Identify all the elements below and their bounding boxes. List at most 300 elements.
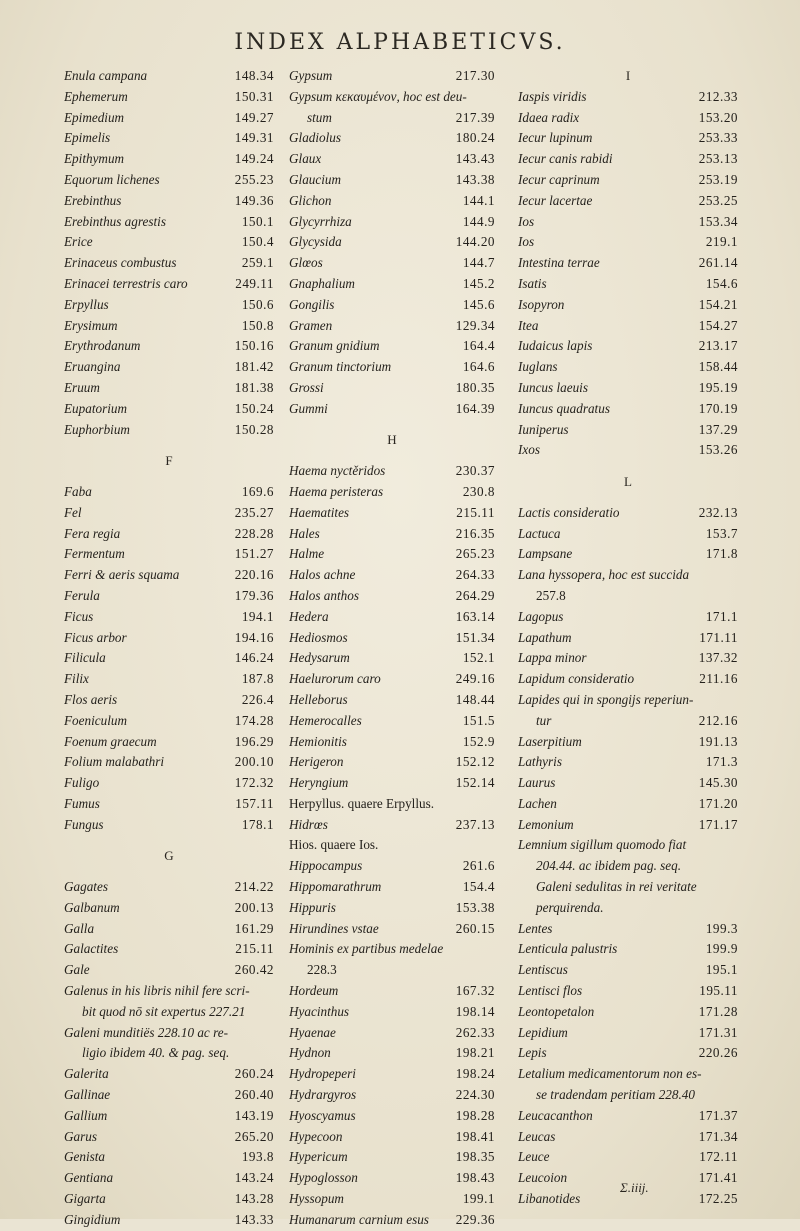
list-item xyxy=(64,898,274,919)
entry-ref: 179.36 xyxy=(234,587,274,603)
entry-term: Ephemerum xyxy=(64,88,128,104)
list-item xyxy=(518,1147,738,1168)
entry-ref: 170.19 xyxy=(698,400,738,416)
list-item xyxy=(518,149,738,170)
list-item xyxy=(289,399,495,420)
entry-term: Iaspis viridis xyxy=(518,88,587,104)
entry-ref: 149.31 xyxy=(234,130,274,146)
entry-term: Hyssopum xyxy=(289,1191,344,1207)
list-item xyxy=(64,212,274,233)
list-item xyxy=(289,628,495,649)
list-item xyxy=(289,1002,495,1023)
entry-term: Herpyllus. quaere Erpyllus. xyxy=(289,795,435,811)
entry-ref: 265.20 xyxy=(234,1128,274,1144)
entry-term: Erinaceus combustus xyxy=(64,255,177,271)
list-item xyxy=(64,1106,274,1127)
list-item xyxy=(289,752,495,773)
entry-ref: 195.1 xyxy=(705,962,738,978)
entry-line: Lemnium sigillum quomodo fiat xyxy=(518,837,687,853)
list-item xyxy=(64,960,274,981)
entry-term: Erinacei terrestris caro xyxy=(64,275,188,291)
entry-ref: 198.21 xyxy=(455,1045,495,1061)
entry-ref: 150.31 xyxy=(234,88,274,104)
entry-term: Ficus arbor xyxy=(64,629,127,645)
entry-ref: 153.26 xyxy=(698,442,738,458)
entry-ref: 253.25 xyxy=(698,192,738,208)
entry-ref: 150.6 xyxy=(241,296,274,312)
entry-ref: 150.8 xyxy=(241,317,274,333)
entry-ref: 260.24 xyxy=(234,1066,274,1082)
entry-ref: 178.1 xyxy=(241,816,274,832)
list-item xyxy=(518,357,738,378)
entry-term: Lapidum consideratio xyxy=(518,671,635,687)
entry-line: 228.3 xyxy=(307,962,337,978)
entry-ref: 154.6 xyxy=(705,275,738,291)
entry-ref: 200.10 xyxy=(234,754,274,770)
entry-term: Genista xyxy=(64,1149,106,1165)
entry-term: Hypericum xyxy=(289,1149,348,1165)
entry-line: bit quod nō sit expertus 227.21 xyxy=(82,1003,246,1019)
list-item xyxy=(289,1043,495,1064)
entry-ref: 172.11 xyxy=(699,1149,738,1165)
column-3 xyxy=(518,66,738,1210)
list-item xyxy=(64,274,274,295)
entry-ref: 169.6 xyxy=(241,483,274,499)
entry-ref: 171.3 xyxy=(705,754,738,770)
entry-ref: 137.29 xyxy=(698,421,738,437)
entry-term: Enula campana xyxy=(64,68,148,83)
list-item xyxy=(289,898,495,919)
list-item xyxy=(64,108,274,129)
list-item xyxy=(518,170,738,191)
entry-term: Gongilis xyxy=(289,296,335,312)
entry-term: Epimedium xyxy=(64,109,125,125)
entry-ref: 171.28 xyxy=(698,1003,738,1019)
entry-ref: 253.13 xyxy=(698,151,738,167)
entry-term: Haematites xyxy=(289,504,350,520)
list-item xyxy=(518,794,738,815)
entry-line: Lapides qui in spongijs reperiun- xyxy=(518,691,694,707)
section-heading-f: F xyxy=(165,452,173,468)
entry-ref: 226.4 xyxy=(241,691,274,707)
list-item xyxy=(289,648,495,669)
entry-term: Leucoion xyxy=(518,1170,568,1186)
list-item xyxy=(289,939,495,981)
entry-term: Hemerocalles xyxy=(289,712,362,728)
list-item xyxy=(64,711,274,732)
entry-term: Granum tinctorium xyxy=(289,359,392,375)
entry-ref: 213.17 xyxy=(698,338,738,354)
entry-term: Iuncus quadratus xyxy=(518,400,610,416)
list-item xyxy=(64,232,274,253)
list-item xyxy=(64,128,274,149)
entry-term: Galerita xyxy=(64,1066,109,1082)
entry-ref: 152.1 xyxy=(462,650,495,666)
entry-term: Erice xyxy=(64,234,93,250)
entry-term: Foenum graecum xyxy=(64,733,157,749)
page-title: INDEX ALPHABETICVS. xyxy=(234,30,566,55)
list-item xyxy=(64,565,274,586)
list-item xyxy=(64,253,274,274)
list-item xyxy=(289,191,495,212)
list-item xyxy=(289,482,495,503)
entry-ref: 171.34 xyxy=(698,1128,738,1144)
list-item xyxy=(289,586,495,607)
entry-ref: 172.25 xyxy=(698,1191,738,1207)
list-item xyxy=(518,690,738,732)
entry-ref: 195.11 xyxy=(699,983,738,999)
list-item xyxy=(518,316,738,337)
entry-ref: 145.6 xyxy=(462,296,495,312)
entry-ref: 149.24 xyxy=(234,151,274,167)
list-item xyxy=(289,128,495,149)
list-item xyxy=(64,149,274,170)
entry-ref: 260.40 xyxy=(234,1087,274,1103)
entry-ref: 172.32 xyxy=(234,775,274,791)
entry-term: Hydropeperi xyxy=(289,1066,356,1082)
entry-term: Lepidium xyxy=(518,1024,568,1040)
section-heading-i: I xyxy=(625,68,631,83)
list-item xyxy=(518,378,738,399)
entry-ref: 260.42 xyxy=(234,962,274,978)
entry-ref: 171.8 xyxy=(705,546,738,562)
entry-ref: 196.29 xyxy=(234,733,274,749)
entry-term: Halos achne xyxy=(289,567,356,583)
entry-ref: 195.19 xyxy=(698,379,738,395)
entry-term: Isopyron xyxy=(518,296,565,312)
entry-ref: 259.1 xyxy=(241,255,274,271)
list-item xyxy=(518,399,738,420)
entry-term: Eruum xyxy=(64,379,100,395)
entry-ref: 193.8 xyxy=(241,1149,274,1165)
entry-term: Gallium xyxy=(64,1107,108,1123)
list-item xyxy=(64,1210,274,1231)
list-item xyxy=(518,253,738,274)
entry-ref: 181.38 xyxy=(234,379,274,395)
entry-term: Faba xyxy=(64,483,92,499)
list-item xyxy=(64,544,274,565)
list-item xyxy=(518,191,738,212)
entry-term: Halme xyxy=(289,546,325,562)
list-item xyxy=(289,773,495,794)
list-item xyxy=(64,607,274,628)
list-item xyxy=(289,669,495,690)
entry-ref: 187.8 xyxy=(241,671,274,687)
entry-term: Isatis xyxy=(518,275,547,291)
list-item xyxy=(289,66,495,87)
entry-term: Hypecoon xyxy=(289,1128,343,1144)
entry-ref: 146.24 xyxy=(234,650,274,666)
entry-ref: 212.16 xyxy=(698,712,738,728)
entry-term: Hippomarathrum xyxy=(289,879,382,895)
entry-ref: 199.1 xyxy=(462,1191,495,1207)
entry-ref: 212.33 xyxy=(698,88,738,104)
entry-term: Iuglans xyxy=(518,359,558,375)
entry-ref: 150.16 xyxy=(234,338,274,354)
entry-term: Iecur caprinum xyxy=(518,171,600,187)
entry-ref: 143.33 xyxy=(234,1211,274,1227)
list-item xyxy=(289,316,495,337)
entry-term: Gnaphalium xyxy=(289,275,355,291)
entry-ref: 174.28 xyxy=(234,712,274,728)
entry-term: Iecur canis rabidi xyxy=(518,151,613,167)
entry-line: 257.8 xyxy=(536,587,566,603)
entry-term: Iecur lupinum xyxy=(518,130,593,146)
entry-term: Helleborus xyxy=(289,691,348,707)
list-item xyxy=(518,336,738,357)
entry-ref: 143.24 xyxy=(234,1170,274,1186)
list-item xyxy=(289,1106,495,1127)
entry-term: Glycyrrhiza xyxy=(289,213,352,229)
entry-term: Gagates xyxy=(64,879,108,895)
entry-term: Herigeron xyxy=(289,754,344,770)
entry-term: Eruangina xyxy=(64,359,121,375)
entry-ref: 158.44 xyxy=(698,359,738,375)
entry-ref: 262.33 xyxy=(455,1024,495,1040)
entry-term: Ios xyxy=(518,234,535,250)
entry-ref: 220.26 xyxy=(698,1045,738,1061)
entry-ref: 194.1 xyxy=(241,608,274,624)
entry-ref: 211.16 xyxy=(699,671,738,687)
entry-term: Gallinae xyxy=(64,1087,111,1103)
list-item xyxy=(64,1085,274,1106)
entry-term: Equorum lichenes xyxy=(64,171,160,187)
entry-ref: 171.20 xyxy=(698,795,738,811)
list-item xyxy=(289,253,495,274)
list-item xyxy=(64,420,274,441)
entry-term: Glaucium xyxy=(289,171,342,187)
entry-line: Galenus in his libris nihil fere scri- xyxy=(64,983,250,999)
entry-term: Fermentum xyxy=(64,546,125,562)
entry-ref: 150.1 xyxy=(241,213,274,229)
entry-term: Itea xyxy=(518,317,539,333)
list-item xyxy=(289,856,495,877)
list-item xyxy=(289,1064,495,1085)
list-item xyxy=(518,1106,738,1127)
list-item xyxy=(289,1023,495,1044)
entry-ref: 171.17 xyxy=(698,816,738,832)
list-item xyxy=(289,919,495,940)
entry-term: tur xyxy=(536,712,552,728)
list-item xyxy=(289,378,495,399)
entry-ref: 144.1 xyxy=(462,192,495,208)
section-heading-g: G xyxy=(164,847,174,863)
list-item xyxy=(64,586,274,607)
list-item xyxy=(64,815,274,836)
entry-ref: 200.13 xyxy=(234,899,274,915)
list-item xyxy=(518,669,738,690)
entry-term: Erebinthus xyxy=(64,192,122,208)
list-item xyxy=(518,919,738,940)
list-item xyxy=(64,1147,274,1168)
list-item xyxy=(289,877,495,898)
list-item xyxy=(289,981,495,1002)
entry-ref: 148.44 xyxy=(455,691,495,707)
entry-line: Letalium medicamentorum non es- xyxy=(518,1066,702,1082)
entry-ref: 220.16 xyxy=(234,567,274,583)
entry-ref: 235.27 xyxy=(234,504,274,520)
list-item xyxy=(289,503,495,524)
entry-ref: 171.37 xyxy=(698,1107,738,1123)
list-item xyxy=(289,524,495,545)
list-item xyxy=(289,1147,495,1168)
list-item xyxy=(518,295,738,316)
list-item xyxy=(64,1023,274,1065)
entry-term: Hedysarum xyxy=(289,650,350,666)
entry-term: Glycysida xyxy=(289,234,342,250)
list-item xyxy=(518,87,738,108)
entry-ref: 150.4 xyxy=(241,234,274,250)
entry-ref: 144.7 xyxy=(462,255,495,271)
entry-ref: 143.43 xyxy=(455,151,495,167)
list-item xyxy=(64,336,274,357)
entry-line: Hominis ex partibus medelae xyxy=(289,941,444,957)
list-item xyxy=(64,316,274,337)
entry-ref: 217.39 xyxy=(455,109,495,125)
entry-ref: 198.14 xyxy=(455,1003,495,1019)
entry-line: Lana hyssopera, hoc est succida xyxy=(518,567,690,583)
list-item xyxy=(64,66,274,87)
entry-term: Epimelis xyxy=(64,130,111,146)
entry-term: Hydrargyros xyxy=(289,1087,357,1103)
entry-ref: 153.38 xyxy=(455,899,495,915)
entry-ref: 198.35 xyxy=(455,1149,495,1165)
list-item xyxy=(64,378,274,399)
entry-ref: 171.41 xyxy=(698,1170,738,1186)
list-item xyxy=(518,1002,738,1023)
list-item xyxy=(518,274,738,295)
entry-ref: 198.41 xyxy=(455,1128,495,1144)
list-item xyxy=(289,149,495,170)
entry-term: Laserpitium xyxy=(518,733,582,749)
entry-term: Hydnon xyxy=(289,1045,331,1061)
entry-term: Ios xyxy=(518,213,535,229)
list-item xyxy=(518,628,738,649)
entry-ref: 129.34 xyxy=(455,317,495,333)
list-item xyxy=(64,981,274,1023)
list-item xyxy=(64,628,274,649)
entry-term: Fungus xyxy=(64,816,104,832)
list-item xyxy=(64,732,274,753)
entry-ref: 137.32 xyxy=(698,650,738,666)
entry-term: Iudaicus lapis xyxy=(518,338,593,354)
entry-term: Iecur lacertae xyxy=(518,192,593,208)
entry-term: Lampsane xyxy=(518,546,573,562)
entry-ref: 154.21 xyxy=(698,296,738,312)
entry-term: Hedera xyxy=(289,608,329,624)
list-item xyxy=(289,607,495,628)
entry-ref: 154.4 xyxy=(462,879,495,895)
entry-term: Intestina terrae xyxy=(518,255,600,271)
list-item xyxy=(289,835,495,856)
entry-term: Fera regia xyxy=(64,525,121,541)
entry-term: Haema nyctěridos xyxy=(289,463,386,479)
entry-term: Fumus xyxy=(64,795,100,811)
entry-ref: 253.19 xyxy=(698,171,738,187)
list-item xyxy=(289,1127,495,1148)
entry-term: Galactites xyxy=(64,941,119,957)
entry-ref: 180.24 xyxy=(455,130,495,146)
entry-term: Gigarta xyxy=(64,1191,106,1207)
list-item xyxy=(289,732,495,753)
list-item xyxy=(64,1189,274,1210)
entry-ref: 145.2 xyxy=(462,275,495,291)
entry-term: Hordeum xyxy=(289,983,339,999)
entry-term: Fuligo xyxy=(64,775,100,791)
entry-term: Laurus xyxy=(518,775,556,791)
section-heading-h: H xyxy=(387,431,397,447)
list-item xyxy=(64,752,274,773)
entry-term: Euphorbium xyxy=(64,421,130,437)
entry-line: Gypsum κεκαυμένον, hoc est deu- xyxy=(289,88,467,104)
list-item xyxy=(64,399,274,420)
list-item xyxy=(289,1085,495,1106)
entry-ref: 164.6 xyxy=(462,359,495,375)
entry-ref: 143.19 xyxy=(234,1107,274,1123)
entry-ref: 143.28 xyxy=(234,1191,274,1207)
list-item xyxy=(289,1168,495,1189)
entry-ref: 143.38 xyxy=(455,171,495,187)
entry-ref: 164.39 xyxy=(455,400,495,416)
entry-ref: 198.43 xyxy=(455,1170,495,1186)
entry-term: Heryngium xyxy=(289,775,349,791)
entry-term: Glœos xyxy=(289,255,323,271)
entry-term: Erpyllus xyxy=(64,296,109,312)
entry-term: Lathyris xyxy=(518,754,562,770)
entry-ref: 151.34 xyxy=(455,629,495,645)
entry-term: Fel xyxy=(64,504,82,520)
entry-term: Erysimum xyxy=(64,317,118,333)
entry-term: Gale xyxy=(64,962,90,978)
entry-term: Lagopus xyxy=(518,608,564,624)
list-item xyxy=(289,357,495,378)
entry-ref: 215.11 xyxy=(456,504,495,520)
entry-ref: 219.1 xyxy=(705,234,738,250)
list-item xyxy=(64,482,274,503)
entry-term: Iuncus laeuis xyxy=(518,379,588,395)
entry-term: Lapathum xyxy=(518,629,572,645)
entry-term: Leucas xyxy=(518,1128,556,1144)
entry-term: Hypoglosson xyxy=(289,1170,358,1186)
entry-ref: 255.23 xyxy=(234,171,274,187)
entry-term: Lemonium xyxy=(518,816,574,832)
entry-ref: 232.13 xyxy=(698,504,738,520)
entry-term: Filicula xyxy=(64,650,106,666)
entry-term: Hediosmos xyxy=(289,629,348,645)
entry-ref: 249.16 xyxy=(455,671,495,687)
entry-term: Hippocampus xyxy=(289,858,363,874)
entry-ref: 215.11 xyxy=(235,941,274,957)
entry-term: Hyoscyamus xyxy=(289,1107,356,1123)
list-item xyxy=(289,87,495,129)
entry-ref: 198.24 xyxy=(455,1066,495,1082)
entry-term: Gramen xyxy=(289,317,333,333)
entry-term: Erebinthus agrestis xyxy=(64,213,166,229)
entry-ref: 237.13 xyxy=(455,816,495,832)
entry-ref: 152.9 xyxy=(462,733,495,749)
entry-term: Hirundines vstae xyxy=(289,920,379,936)
entry-ref: 144.20 xyxy=(455,234,495,250)
entry-ref: 230.8 xyxy=(462,483,495,499)
list-item xyxy=(64,919,274,940)
entry-ref: 264.29 xyxy=(455,587,495,603)
entry-ref: 164.4 xyxy=(462,338,495,354)
list-item xyxy=(289,690,495,711)
entry-ref: 199.9 xyxy=(705,941,738,957)
list-item xyxy=(518,607,738,628)
entry-ref: 154.27 xyxy=(698,317,738,333)
entry-term: Galbanum xyxy=(64,899,120,915)
